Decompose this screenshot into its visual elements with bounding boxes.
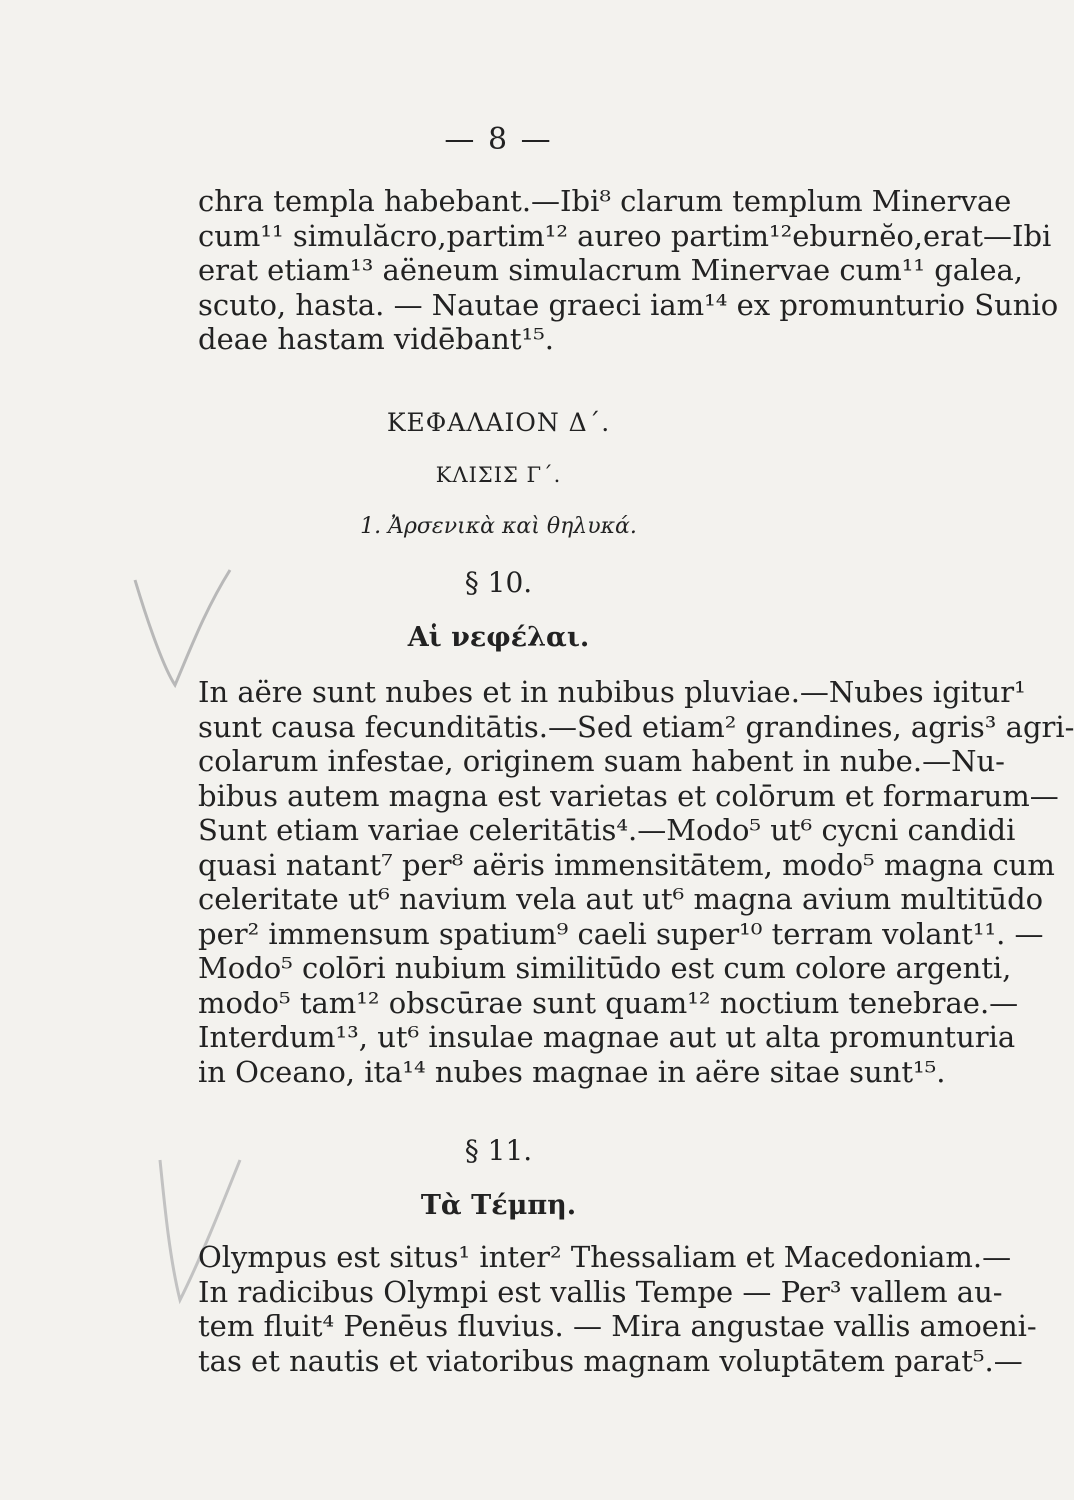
text-line: In aëre sunt nubes et in nubibus pluviae.—Nubes igitur¹ bbox=[198, 675, 1026, 709]
text-line: chra templa habebant.—Ibi⁸ clarum templum Minervae bbox=[198, 184, 1012, 218]
text-line: celeritate ut⁶ navium vela aut ut⁶ magna avium multitūdo bbox=[198, 882, 1044, 916]
text-line: sunt causa fecunditātis.—Sed etiam² grandines, agris³ agri- bbox=[198, 709, 1074, 744]
klisis-heading: ΚΛΙΣΙΣ Γ΄. bbox=[435, 463, 562, 487]
section-10-heading: § 10. bbox=[464, 566, 533, 599]
text-line: Olympus est situs¹ inter² Thessaliam et Macedoniam.— bbox=[198, 1240, 1012, 1274]
text-line: in Oceano, ita¹⁴ nubes magnae in aëre sitae sunt¹⁵. bbox=[198, 1054, 946, 1089]
text-line: per² immensum spatium⁹ caeli super¹⁰ terram volant¹¹. — bbox=[198, 916, 1044, 951]
text-line: bibus autem magna est varietas et colōrum et formarum— bbox=[198, 778, 1059, 813]
section-11-title: Τὰ Τέμπη. bbox=[420, 1190, 577, 1221]
paragraph-2 bbox=[198, 675, 1074, 1089]
text-line: deae hastam vidēbant¹⁵. bbox=[198, 322, 554, 356]
text-line: Interdum¹³, ut⁶ insulae magnae aut ut alta promunturia bbox=[198, 1020, 1016, 1054]
subheading: 1. Ἀρσενικὰ καὶ θηλυκά. bbox=[360, 514, 637, 539]
text-line: modo⁵ tam¹² obscūrae sunt quam¹² noctium tenebrae.— bbox=[198, 985, 1019, 1020]
page-number: — 8 — bbox=[444, 122, 553, 157]
section-11-heading: § 11. bbox=[464, 1134, 533, 1167]
paragraph-3 bbox=[198, 1240, 1037, 1378]
text-line: Sunt etiam variae celeritātis⁴.—Modo⁵ ut⁶ cycni candidi bbox=[198, 813, 1016, 847]
text-line: In radicibus Olympi est vallis Tempe — Per³ vallem au- bbox=[198, 1274, 1003, 1309]
text-line: cum¹¹ simulăcro,partim¹² aureo partim¹²eburnĕo,erat—Ibi bbox=[198, 218, 1052, 253]
text-line: Modo⁵ colōri nubium similitūdo est cum colore argenti, bbox=[198, 951, 1012, 985]
text-line: colarum infestae, originem suam habent in nube.—Nu- bbox=[198, 744, 1005, 778]
paragraph-1 bbox=[198, 184, 1059, 357]
text-line: tem fluit⁴ Penēus fluvius. — Mira angustae vallis amoeni- bbox=[198, 1309, 1037, 1343]
text-line: quasi natant⁷ per⁸ aëris immensitātem, modo⁵ magna cum bbox=[198, 847, 1055, 882]
text-line: tas et nautis et viatoribus magnam voluptātem parat⁵.— bbox=[198, 1343, 1023, 1378]
text-line: erat etiam¹³ aëneum simulacrum Minervae cum¹¹ galea, bbox=[198, 253, 1024, 287]
section-10-title: Αἱ νεφέλαι. bbox=[407, 622, 590, 653]
chapter-heading: ΚΕΦΑΛΑΙΟΝ Δ΄. bbox=[386, 408, 611, 437]
text-line: scuto, hasta. — Nautae graeci iam¹⁴ ex promunturio Sunio bbox=[198, 287, 1059, 322]
